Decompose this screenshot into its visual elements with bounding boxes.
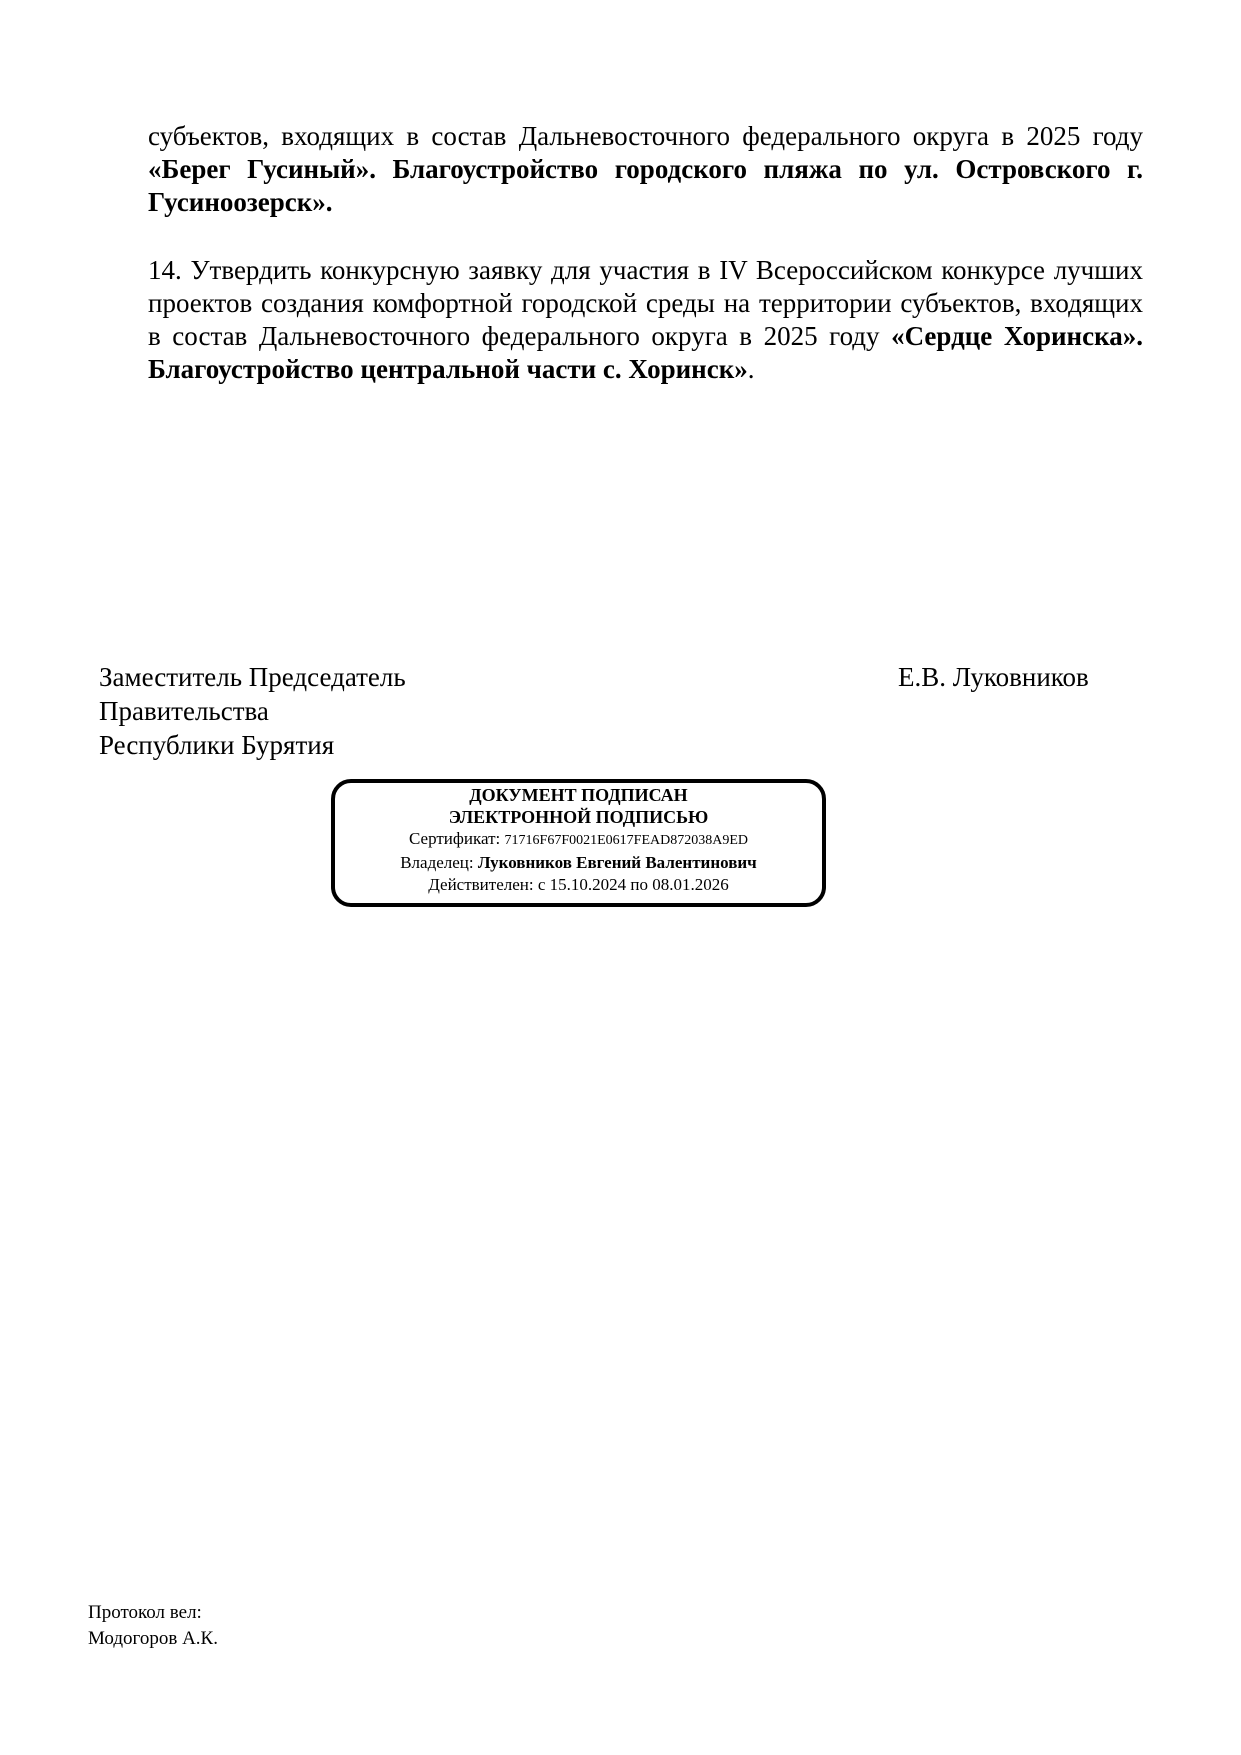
paragraph-14 [148, 254, 1143, 386]
stamp-owner [335, 852, 822, 874]
stamp-title-line: ДОКУМЕНТ ПОДПИСАН [469, 785, 688, 805]
paragraph-text: субъектов, входящих в состав Дальневосточного федерального округа в 2025 году [148, 121, 1143, 151]
project-title-serdce-khorinska: «Сердце Хоринска». Благоустройство центральной части с. Хоринск» [148, 321, 1143, 384]
signatory-position [99, 660, 406, 762]
paragraph-text: 14. Утвердить конкурсную заявку для участия в IV Всероссийском конкурсе лучших проектов создания комфортной городской среды на территории субъектов, входящих в состав Дальневосточного федерального округа в 2025 году [148, 255, 1143, 351]
signatory-name: Е.В. Луковников [898, 662, 1089, 692]
protocol-name: Модогоров А.К. [88, 1628, 218, 1649]
protocol-label: Протокол вел: [88, 1602, 202, 1623]
stamp-validity: Действителен: с 15.10.2024 по 08.01.2026 [428, 875, 729, 894]
stamp-certificate-label: Сертификат: [409, 829, 505, 848]
electronic-signature-stamp [331, 779, 826, 907]
paragraph-13-continuation [148, 120, 1143, 219]
signatory-position-line: Заместитель Председатель [99, 662, 406, 692]
signatory-position-line: Республики Бурятия [99, 730, 335, 760]
protocol-keeper [88, 1600, 218, 1652]
stamp-certificate-value: 71716F67F0021E0617FEAD872038A9ED [504, 833, 748, 848]
stamp-owner-label: Владелец: [400, 853, 478, 872]
project-title-bereg-gusiny: «Берег Гусиный». Благоустройство городского пляжа по ул. Островского г. Гусиноозерск». [148, 154, 1143, 217]
signatory-position-line: Правительства [99, 696, 269, 726]
stamp-title-line: ЭЛЕКТРОННОЙ ПОДПИСЬЮ [448, 807, 709, 827]
stamp-certificate [335, 828, 822, 852]
stamp-owner-value: Луковников Евгений Валентинович [477, 853, 757, 872]
paragraph-end-punctuation: . [747, 354, 755, 384]
